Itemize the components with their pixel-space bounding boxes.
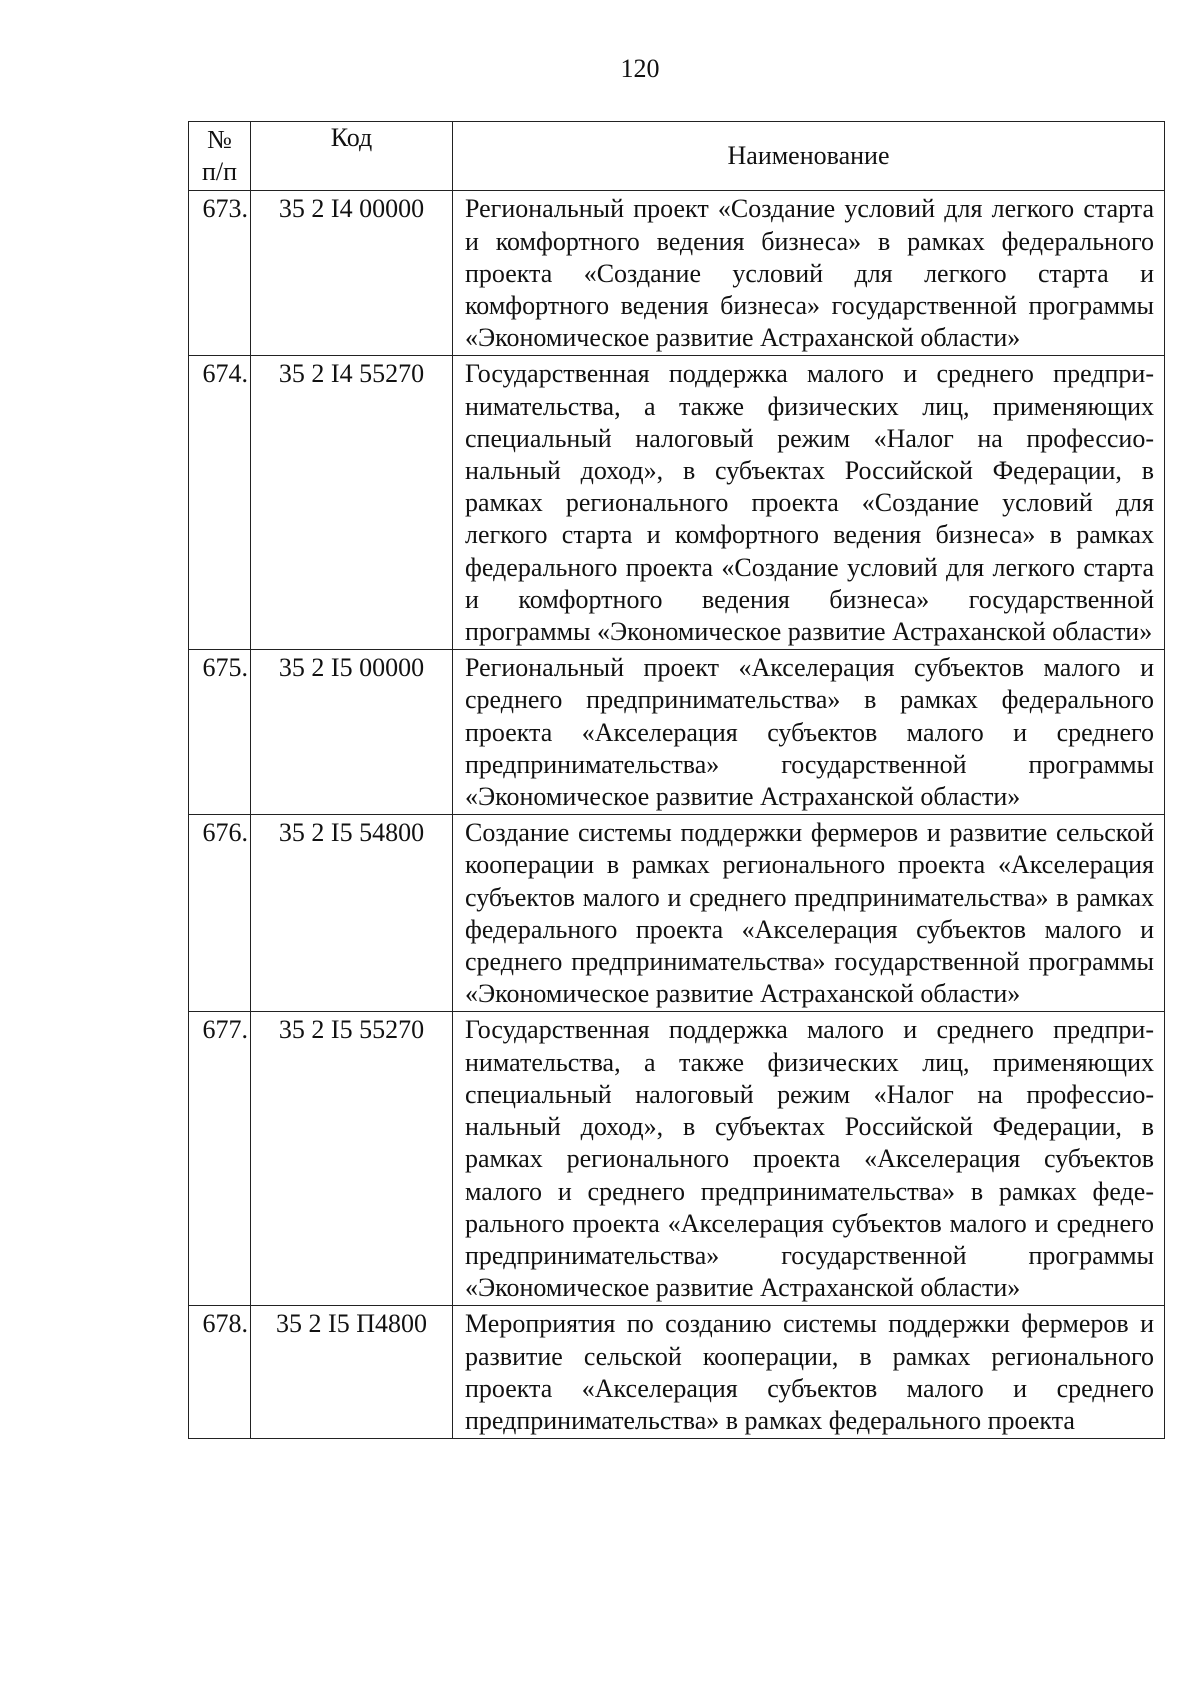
- row-number: 677.: [189, 1012, 251, 1306]
- row-code: 35 2 I5 54800: [251, 815, 453, 1012]
- row-number: 673.: [189, 191, 251, 356]
- row-number: 676.: [189, 815, 251, 1012]
- row-name: Региональный проект «Создание условий для легкого старта и комфортного ведения бизнеса» в рамках федерального проекта «Создание условий для легкого старта и комфортного ведения бизнеса» государственной программы «Экономическое развитие Астраханской области»: [453, 191, 1165, 356]
- row-code: 35 2 I4 55270: [251, 356, 453, 650]
- row-code: 35 2 I5 П4800: [251, 1306, 453, 1439]
- row-name: Создание системы поддержки фермеров и развитие сельской кооперации в рамках регионального проекта «Акселерация субъектов малого и среднего предпринимательства» в рамках федерального проекта «Акселерация субъектов малого и среднего предпринимательства» государственной программы «Экономическое развитие Астраханской области»: [453, 815, 1165, 1012]
- row-code: 35 2 I4 00000: [251, 191, 453, 356]
- table-header-row: [189, 122, 1165, 191]
- column-header-number-abbrev: п/п: [201, 157, 238, 187]
- table-row: [189, 191, 1165, 356]
- column-header-number-symbol: №: [207, 125, 232, 154]
- row-name: Региональный проект «Акселерация субъектов малого и среднего предпринимательства» в рамках федерального проекта «Акселерация субъектов малого и среднего предпринимательства» государственной программы «Экономическое развитие Астраханской области»: [453, 650, 1165, 815]
- table-row: [189, 1012, 1165, 1306]
- budget-code-table: [188, 121, 1165, 1439]
- row-number: 678.: [189, 1306, 251, 1439]
- row-code: 35 2 I5 00000: [251, 650, 453, 815]
- row-name: Государственная поддержка малого и среднего предпринимательства, а также физических лиц, применяющих специальный налоговый режим «Налог на профессиональный доход», в субъектах Российской Федерации, в рамках регионального проекта «Создание условий для легкого старта и комфортного ведения бизнеса» в рамках федерального проекта «Создание условий для легкого старта и комфортного ведения бизнеса» государственной программы «Экономическое развитие Астраханской области»: [453, 356, 1165, 650]
- table-row: [189, 650, 1165, 815]
- page-number: 120: [620, 54, 660, 83]
- row-number: 674.: [189, 356, 251, 650]
- column-header-number: [189, 122, 251, 191]
- table-row: [189, 815, 1165, 1012]
- row-number: 675.: [189, 650, 251, 815]
- row-name: Государственная поддержка малого и среднего предпринимательства, а также физических лиц, применяющих специальный налоговый режим «Налог на профессиональный доход», в субъектах Российской Федерации, в рамках регионального проекта «Акселерация субъектов малого и среднего предпринимательства» в рамках федерального проекта «Акселерация субъектов малого и среднего предпринимательства» государственной программы «Экономическое развитие Астраханской области»: [453, 1012, 1165, 1306]
- column-header-code: Код: [251, 122, 453, 191]
- table-row: [189, 356, 1165, 650]
- row-code: 35 2 I5 55270: [251, 1012, 453, 1306]
- row-name: Мероприятия по созданию системы поддержки фермеров и развитие сельской кооперации, в рамках регионального проекта «Акселерация субъектов малого и среднего предпринимательства» в рамках федерального проекта: [453, 1306, 1165, 1439]
- column-header-name: Наименование: [453, 122, 1165, 191]
- table-row: [189, 1306, 1165, 1439]
